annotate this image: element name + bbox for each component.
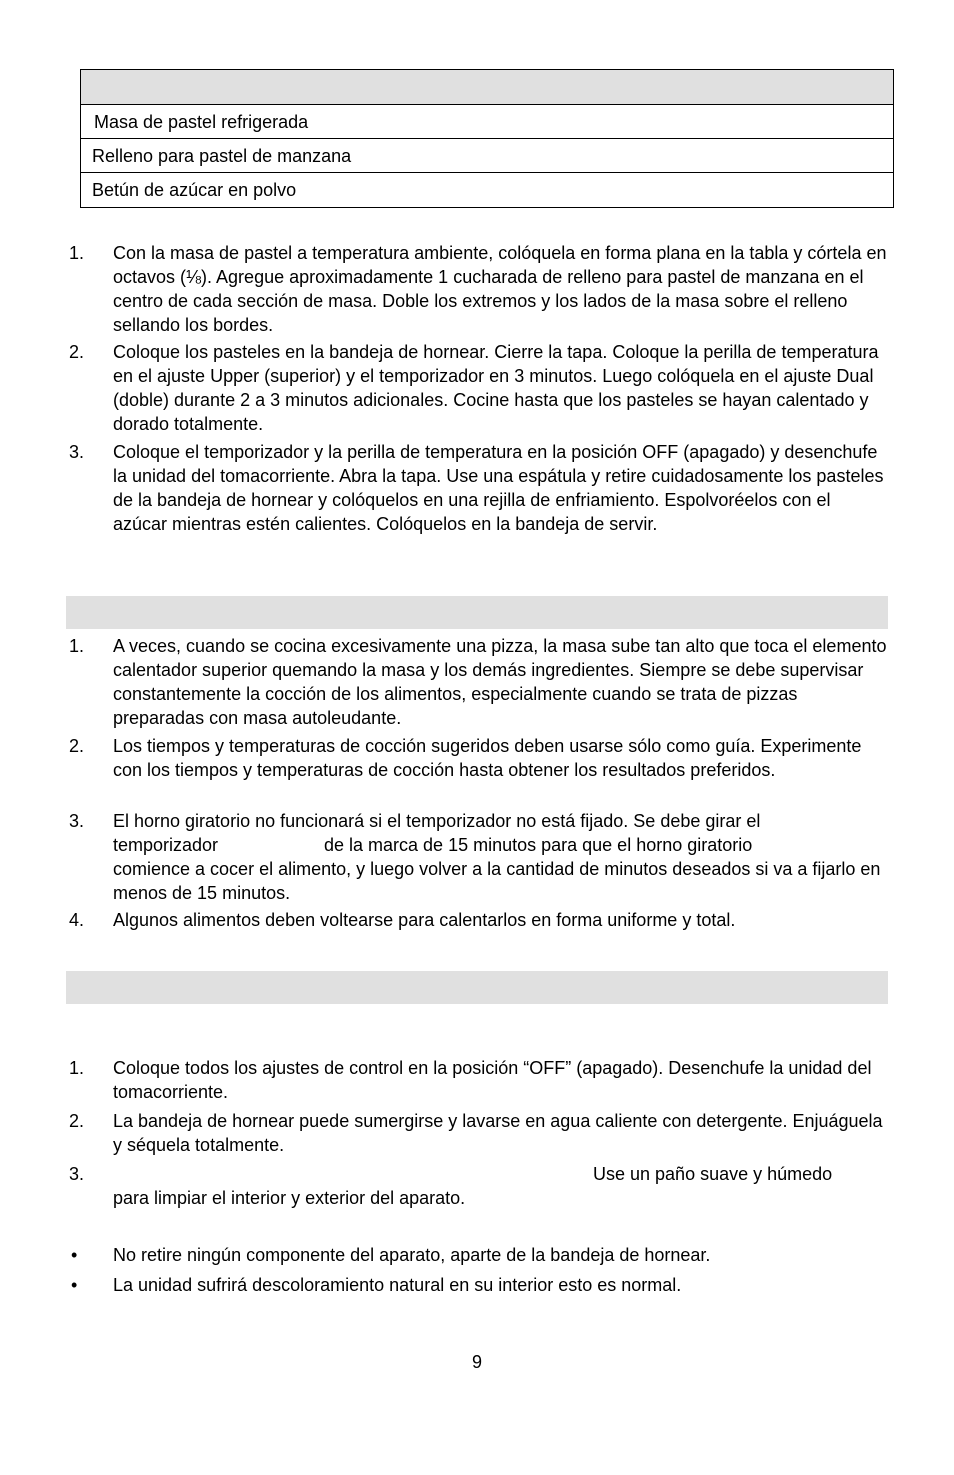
step-number: 2.	[69, 342, 85, 362]
step-number: 4.	[69, 910, 85, 930]
list-item	[0, 440, 954, 536]
list-item	[0, 908, 954, 932]
step-number: 3.	[69, 442, 85, 462]
step-number: 1.	[69, 243, 85, 263]
step-number: 3.	[69, 811, 85, 831]
bullet-icon: •	[71, 1245, 78, 1265]
list-item	[0, 734, 954, 809]
step-text: El horno giratorio no funcionará si el temporizador no está fijado. Se debe girar el	[113, 811, 761, 831]
list-item	[0, 809, 954, 908]
list-item	[0, 1109, 954, 1162]
step-number: 2.	[69, 736, 85, 756]
care-steps	[0, 1056, 954, 1210]
step-text: Los tiempos y temperaturas de cocción sugeridos deben usarse sólo como guía. Experimente con los tiempos y temperaturas de cocción hasta obtener los resultados preferidos.	[113, 736, 862, 780]
bullet-text: La unidad sufrirá descoloramiento natural en su interior esto es normal.	[113, 1275, 682, 1295]
list-item	[0, 634, 954, 734]
step-text: La bandeja de hornear puede sumergirse y lavarse en agua caliente con detergente. Enjuáguela y séquela totalmente.	[113, 1111, 883, 1155]
list-item	[0, 1162, 954, 1210]
step-number: 2.	[69, 1111, 85, 1131]
step-text: Coloque todos los ajustes de control en la posición “OFF” (apagado). Desenchufe la unidad del tomacorriente.	[113, 1058, 872, 1102]
ingredient-row: Relleno para pastel de manzana	[81, 139, 893, 173]
step-text: Coloque el temporizador y la perilla de temperatura en la posición OFF (apagado) y desenchufe la unidad del tomacorriente. Abra la tapa. Use una espátula y retire cuidadosamente los pasteles de la bandeja de hornear y colóquelos en una rejilla de enfriamiento. Espolvoréelos con el azúcar mientras estén calientes. Colóquelos en la bandeja de servir.	[113, 442, 884, 534]
step-text-fragment: de la marca de 15 minutos para que el horno giratorio	[324, 835, 753, 855]
step-text-fragment: temporizador	[113, 835, 219, 855]
step-text-rest: comience a cocer el alimento, y luego volver a la cantidad de minutos deseados si va a fijarlo en menos de 15 minutos.	[113, 859, 881, 903]
ingredients-header	[81, 70, 893, 105]
step-text: Coloque los pasteles en la bandeja de hornear. Cierre la tapa. Coloque la perilla de temperatura en el ajuste Upper (superior) y el temporizador en 3 minutos. Luego colóquela en el ajuste Dual (doble) durante 2 a 3 minutos adicionales. Cocine hasta que los pasteles se hayan calentado y dorado totalmente.	[113, 342, 879, 434]
section-header-bar	[66, 596, 888, 629]
bullet-text: No retire ningún componente del aparato, aparte de la bandeja de hornear.	[113, 1245, 711, 1265]
list-item	[0, 241, 954, 340]
bullet-icon: •	[71, 1275, 78, 1295]
ingredient-row: Masa de pastel refrigerada	[81, 105, 893, 139]
page-number: 9	[471, 1352, 482, 1372]
list-item	[0, 1243, 954, 1273]
step-text: A veces, cuando se cocina excesivamente una pizza, la masa sube tan alto que toca el elemento calentador superior quemando la masa y los demás ingredientes. Siempre se debe supervisar constantemente la cocción de los alimentos, especialmente cuando se trata de pizzas preparadas con masa autoleudante.	[113, 636, 887, 728]
step-text: Algunos alimentos deben voltearse para calentarlos en forma uniforme y total.	[113, 910, 736, 930]
step-text: para limpiar el interior y exterior del aparato.	[113, 1188, 466, 1208]
step-text-line	[113, 833, 888, 857]
tips-list	[0, 634, 954, 932]
step-number: 3.	[69, 1164, 85, 1184]
recipe-steps	[0, 241, 954, 536]
list-item	[0, 1273, 954, 1297]
ingredient-row: Betún de azúcar en polvo	[92, 180, 297, 200]
list-item	[0, 1056, 954, 1109]
step-text: Use un paño suave y húmedo	[593, 1164, 833, 1184]
ingredients-table	[80, 69, 894, 208]
step-number: 1.	[69, 636, 85, 656]
step-number: 1.	[69, 1058, 85, 1078]
step-text: Con la masa de pastel a temperatura ambiente, colóquela en forma plana en la tabla y córtela en octavos (⅛). Agregue aproximadamente 1 cucharada de relleno para pastel de manzana en el centro de cada sección de masa. Doble los extremos y los lados de la masa sobre el relleno sellando los bordes.	[113, 243, 887, 335]
section-header-bar	[66, 971, 888, 1004]
bullet-list	[0, 1243, 954, 1297]
list-item	[0, 340, 954, 440]
